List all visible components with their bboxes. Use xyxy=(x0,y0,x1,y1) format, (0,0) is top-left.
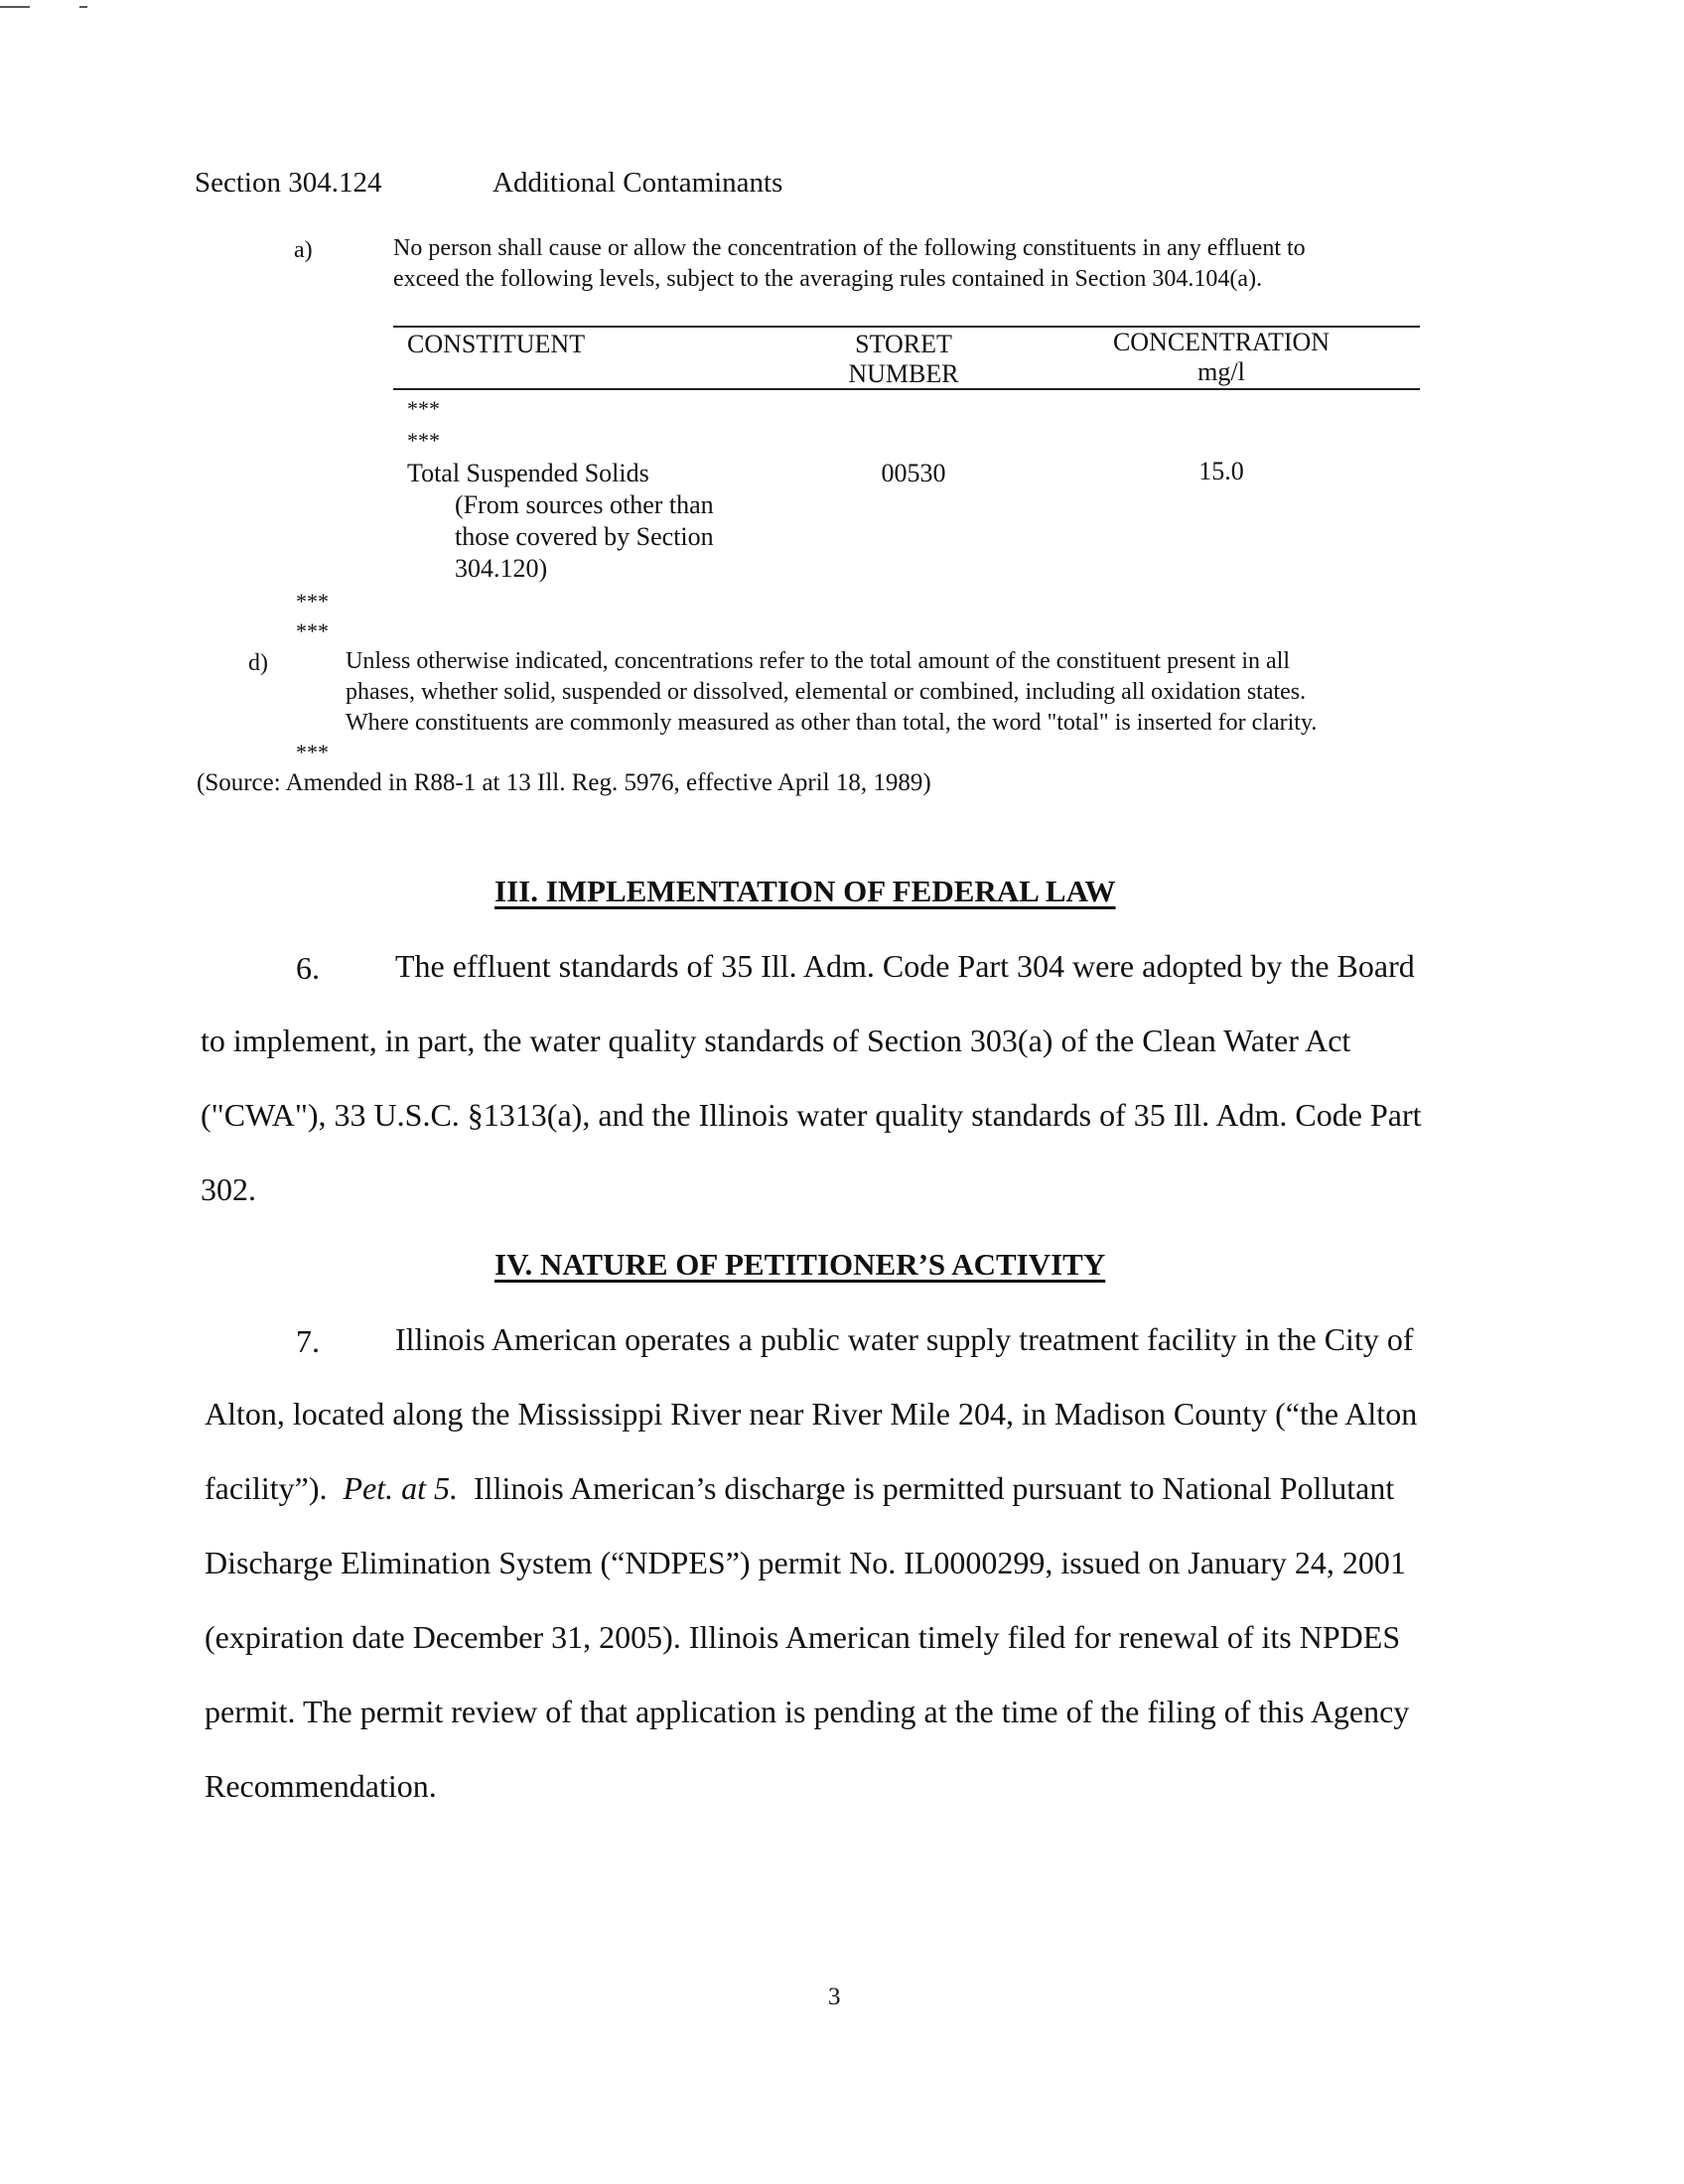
omission-stars: *** xyxy=(407,428,440,453)
row-constituent-note: 304.120) xyxy=(455,554,548,583)
omission-stars: *** xyxy=(407,396,440,421)
omission-stars: *** xyxy=(296,618,329,643)
para-a-line: exceed the following levels, subject to the averaging rules contained in Section 304.104(a). xyxy=(393,266,1263,292)
section-number: Section 304.124 xyxy=(195,167,382,199)
para-6-line: The effluent standards of 35 Ill. Adm. Code Part 304 were adopted by the Board xyxy=(395,948,1415,984)
scan-mark xyxy=(0,6,30,8)
header-number: NUMBER xyxy=(848,359,959,388)
para-a-marker: a) xyxy=(294,237,313,263)
para-6-number: 6. xyxy=(296,950,320,986)
source-citation: (Source: Amended in R88-1 at 13 Ill. Reg. 5976, effective April 18, 1989) xyxy=(197,769,931,796)
row-constituent-note: those covered by Section xyxy=(455,522,714,551)
row-constituent-note: (From sources other than xyxy=(455,490,714,519)
row-constituent-name: Total Suspended Solids xyxy=(407,459,649,487)
table-header-rule xyxy=(393,388,1420,390)
header-concentration: CONCENTRATION xyxy=(1112,328,1331,356)
para-7-line: (expiration date December 31, 2005). Illinois American timely filed for renewal of its NPDES xyxy=(205,1619,1401,1655)
para-d-line: phases, whether solid, suspended or dissolved, elemental or combined, including all oxidation states. xyxy=(346,679,1307,705)
scan-mark xyxy=(79,6,87,8)
header-storet: STORET xyxy=(855,330,952,358)
omission-stars: *** xyxy=(296,740,329,764)
para-7-line: Alton, located along the Mississippi River near River Mile 204, in Madison County (“the Alton xyxy=(205,1396,1418,1432)
para-7-line: Illinois American operates a public water supply treatment facility in the City of xyxy=(395,1321,1414,1357)
para-7-text: Illinois American’s discharge is permitted pursuant to National Pollutant xyxy=(474,1470,1395,1506)
para-7-line xyxy=(205,1470,1394,1507)
row-storet: 00530 xyxy=(881,459,946,487)
para-a-line: No person shall cause or allow the concentration of the following constituents in any effluent to xyxy=(393,235,1306,261)
page-number: 3 xyxy=(828,1983,841,2010)
para-7-line: Recommendation. xyxy=(205,1768,437,1804)
para-d-line: Unless otherwise indicated, concentrations refer to the total amount of the constituent present in all xyxy=(346,648,1291,674)
row-concentration: 15.0 xyxy=(1198,457,1244,485)
section-heading-iii: III. IMPLEMENTATION OF FEDERAL LAW xyxy=(494,874,1116,908)
header-unit: mg/l xyxy=(1197,357,1245,386)
para-6-line: 302. xyxy=(201,1171,256,1207)
para-7-number: 7. xyxy=(296,1323,320,1359)
section-title: Additional Contaminants xyxy=(492,167,783,199)
pet-citation: Pet. at 5. xyxy=(343,1470,459,1506)
para-6-line: to implement, in part, the water quality standards of Section 303(a) of the Clean Water Act xyxy=(201,1023,1351,1058)
para-d-line: Where constituents are commonly measured as other than total, the word "total" is inserted for clarity. xyxy=(346,710,1318,736)
header-constituent: CONSTITUENT xyxy=(407,330,586,358)
para-7-line: permit. The permit review of that application is pending at the time of the filing of this Agency xyxy=(205,1694,1410,1729)
para-7-text: facility”). xyxy=(205,1470,328,1506)
omission-stars: *** xyxy=(296,589,329,614)
para-7-line: Discharge Elimination System (“NDPES”) permit No. IL0000299, issued on January 24, 2001 xyxy=(205,1545,1406,1580)
para-d-marker: d) xyxy=(248,650,268,676)
section-heading-iv: IV. NATURE OF PETITIONER’S ACTIVITY xyxy=(494,1247,1106,1282)
para-6-line: ("CWA"), 33 U.S.C. §1313(a), and the Illinois water quality standards of 35 Ill. Adm. Code Part xyxy=(201,1097,1422,1133)
